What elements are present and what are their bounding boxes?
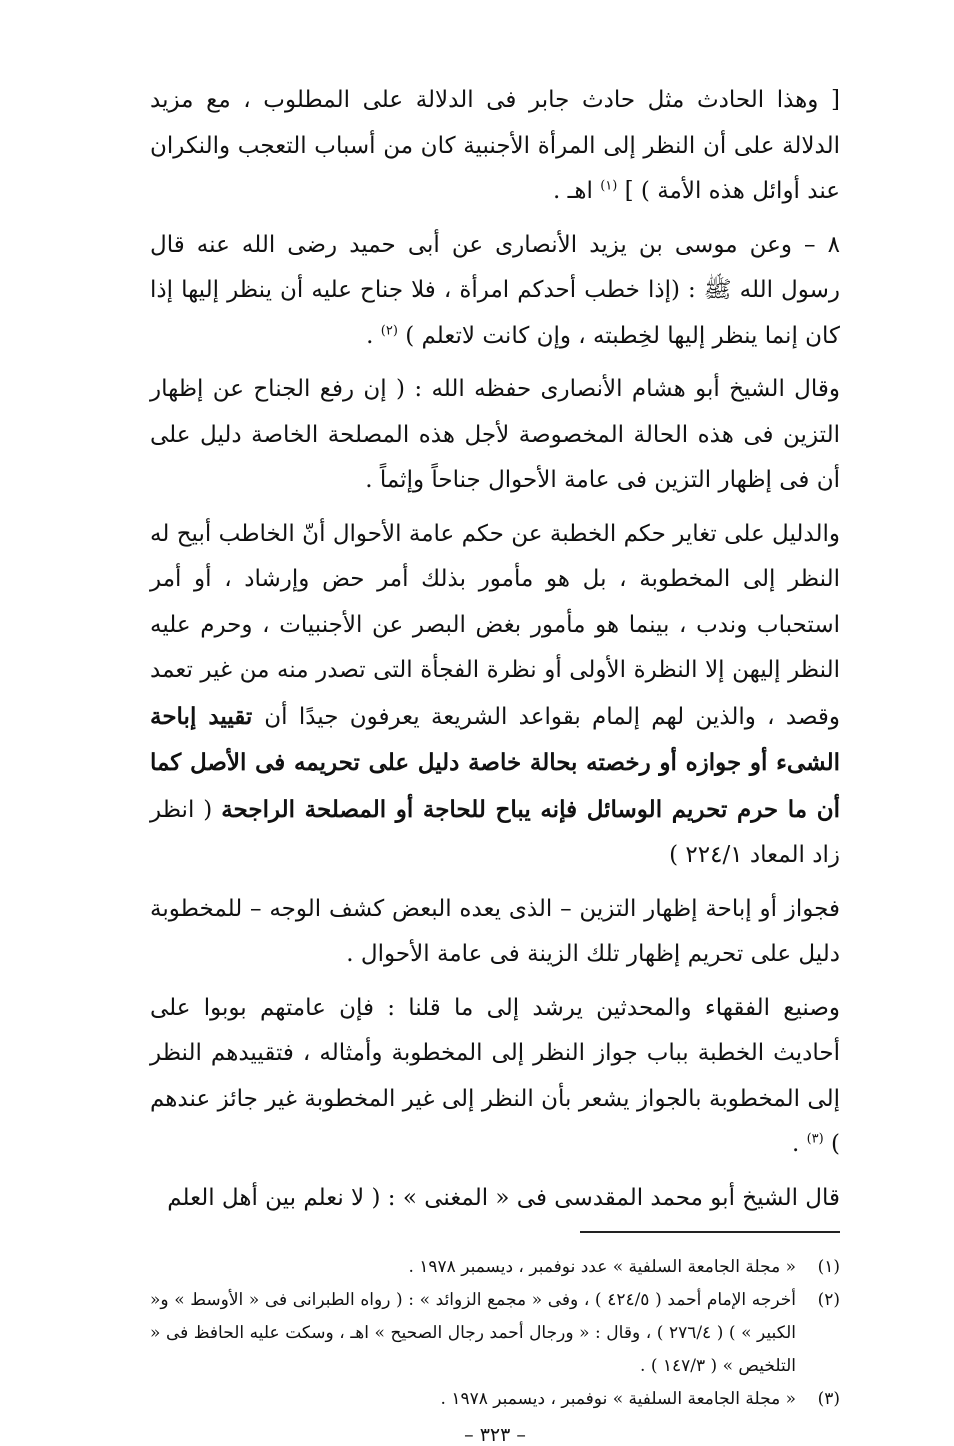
paragraph-5-text: فجواز أو إباحة إظهار التزين – الذى يعده البعض كشف الوجه – للمخطوبة دليل على تحريم إظهار تلك الزينة فى عامة الأحوال . (150, 895, 840, 967)
paragraph-3 (150, 367, 840, 504)
footnote-1-number: (١) (817, 1257, 840, 1277)
paragraph-2-text: ٨ – وعن موسى بن يزيد الأنصارى عن أبى حميد رضى الله عنه قال رسول الله ﷺ : (إذا خطب أحدكم امرأة ، فلا جناح عليه أن ينظر إليها إذا كان إنما ينظر إليها لخِطبته ، وإن كانت لاتعلم ) (150, 231, 840, 349)
footnote-ref-3: (٣) (806, 1131, 824, 1147)
paragraph-6-tail: . (791, 1131, 807, 1157)
paragraph-7-text: قال الشيخ أبو محمد المقدسى فى « المغنى » : ( لا نعلم بين أهل العلم (167, 1184, 840, 1211)
footnote-ref-1: (١) (600, 178, 618, 194)
paragraph-3-text: وقال الشيخ أبو هشام الأنصارى حفظه الله : ( إن رفع الجناح عن إظهار التزين فى هذه الحالة المخصوصة لأجل هذه المصلحة الخاصة دليل على أن فى إظهار التزين فى عامة الأحوال جناحاً وإثماً . (150, 376, 840, 493)
footnote-2 (150, 1284, 840, 1383)
paragraph-1 (150, 78, 840, 215)
page-number: – ٣٢٣ – (464, 1424, 526, 1446)
footnote-3-number: (٣) (817, 1389, 840, 1409)
footnote-3 (150, 1383, 840, 1416)
paragraph-4-bold: تقييد إباحة الشىء أو جوازه أو رخصته بحالة خاصة دليل على تحريمه فى الأصل كما أن ما حرم تحريم الوسائل فإنه يباح للحاجة أو المصلحة الراجحة (150, 702, 840, 823)
paragraph-6-text: وصنيع الفقهاء والمحدثين يرشد إلى ما قلنا : فإن عامتهم بوبوا على أحاديث الخطبة بباب جواز النظر إلى المخطوبة وأمثاله ، فتقييدهم النظر إلى المخطوبة بالجواز يشعر بأن النظر إلى غير المخطوبة غير جائز عندهم ) (150, 994, 840, 1157)
footnote-1-text: « مجلة الجامعة السلفية » عدد نوفمبر ، ديسمبر ١٩٧٨ . (408, 1257, 796, 1277)
footnote-ref-2: (٢) (380, 322, 398, 338)
footnote-3-text: « مجلة الجامعة السلفية » نوفمبر ، ديسمبر ١٩٧٨ . (440, 1389, 796, 1409)
paragraph-6 (150, 986, 840, 1168)
paragraph-1-text: [ وهذا الحادث مثل حادث جابر فى الدلالة على المطلوب ، مع مزيد الدلالة على أن النظر إلى المرأة الأجنبية كان من أسباب التعجب والنكران عند أوائل هذه الأمة ) ] (150, 87, 840, 204)
paragraph-5 (150, 887, 840, 978)
footnotes (150, 1251, 840, 1416)
paragraph-4-tail: ( انظر زاد المعاد ٢٢٤/١ ) (150, 796, 840, 868)
footnote-2-text: أخرجه الإمام أحمد ( ٤٢٤/٥ ) ، وفى « مجمع الزوائد » : ( رواه الطبرانى فى « الأوسط » و« الكبير » ) ( ٢٧٦/٤ ) ، وقال : « ورجال أحمد رجال الصحيح » اهـ ، وسكت عليه الحافظ فى « التلخيص » ( ١٤٧/٣ ) . (150, 1290, 796, 1376)
footnote-divider (580, 1231, 840, 1233)
paragraph-4 (150, 512, 840, 879)
paragraph-2 (150, 223, 840, 360)
page-body (150, 78, 840, 1446)
paragraph-1-tail: اهـ . (552, 178, 601, 204)
paragraph-4-text: والدليل على تغاير حكم الخطبة عن حكم عامة الأحوال أنّ الخاطب أبيح له النظر إلى المخطوبة ، بل هو مأمور بذلك أمر حض وإرشاد ، أو أمر استحباب وندب ، بينما هو مأمور بغض البصر عن الأجنبيات ، وحرم عليه النظر إليهن إلا النظرة الأولى أو نظرة الفجأة التى تصدر منه من غير تعمد وقصد ، والذين لهم إلمام بقواعد الشريعة يعرفون جيدًا أن (150, 520, 840, 730)
footnote-1 (150, 1251, 840, 1284)
paragraph-2-tail: . (366, 322, 381, 349)
paragraph-7 (150, 1176, 840, 1222)
footnote-2-number: (٢) (817, 1290, 840, 1310)
